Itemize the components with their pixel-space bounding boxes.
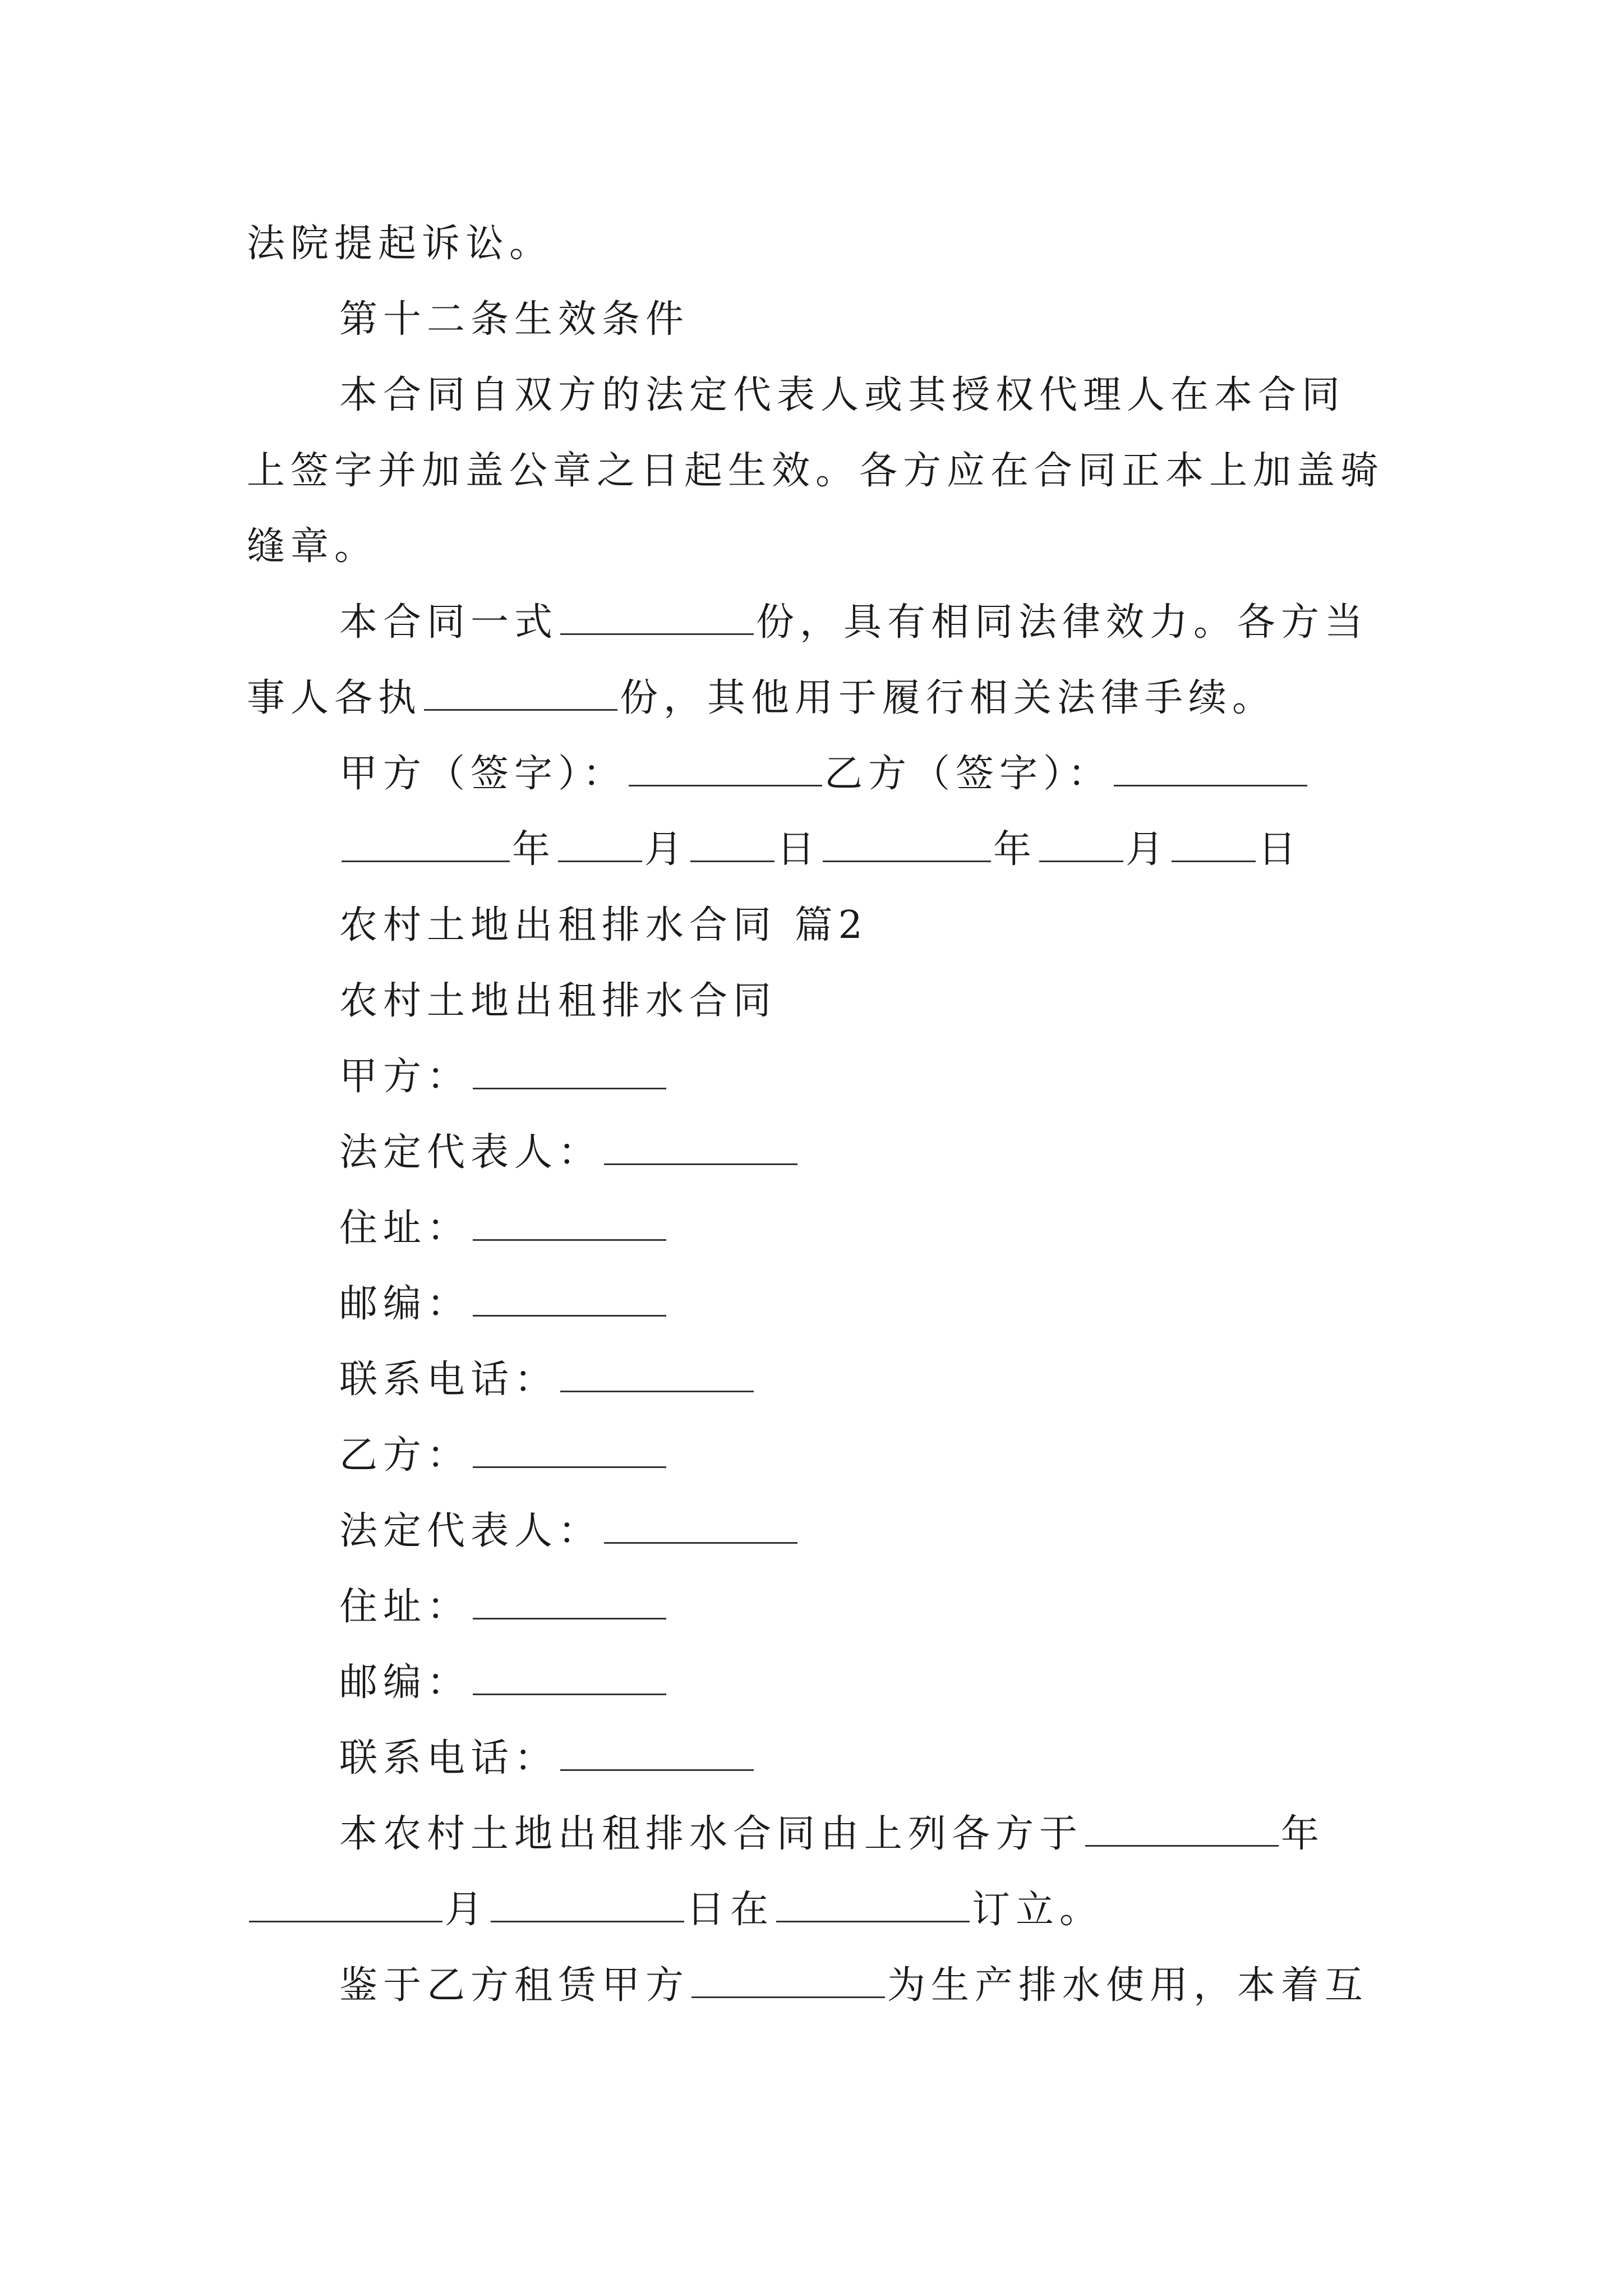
day-label: 日 bbox=[1258, 827, 1302, 872]
party-b-legal-rep-blank[interactable] bbox=[604, 1507, 797, 1544]
party-a-address-label: 住址： bbox=[339, 1206, 471, 1250]
copies-total-blank[interactable] bbox=[560, 599, 754, 635]
section-heading bbox=[0, 898, 1623, 954]
party-a-legal-rep-blank[interactable] bbox=[604, 1129, 797, 1165]
form-row bbox=[0, 1125, 1623, 1181]
signing-year-blank[interactable] bbox=[1085, 1810, 1279, 1847]
party-b-phone-label: 联系电话： bbox=[339, 1736, 559, 1780]
party-b-name-blank[interactable] bbox=[473, 1432, 666, 1468]
text-effect-clause-3: 缝章。 bbox=[247, 524, 379, 569]
party-a-legal-rep-label: 法定代表人： bbox=[339, 1130, 602, 1175]
party-a-signature-label: 甲方（签字）： bbox=[339, 752, 627, 796]
form-row bbox=[0, 1276, 1623, 1332]
text-signing-1: 本农村土地出租排水合同由上列各方于 bbox=[339, 1812, 1083, 1856]
month-label: 月 bbox=[644, 827, 689, 872]
year-label: 年 bbox=[1281, 1812, 1325, 1856]
form-row bbox=[0, 1049, 1623, 1105]
party-b-postcode-blank[interactable] bbox=[473, 1659, 666, 1695]
date-line bbox=[0, 822, 1623, 878]
text-whereas-2: 为生产排水使用，本着互 bbox=[887, 1963, 1369, 2008]
party-a-day-blank[interactable] bbox=[690, 826, 774, 862]
paragraph-line bbox=[0, 519, 1623, 575]
party-b-signature-blank[interactable] bbox=[1114, 750, 1307, 786]
party-a-phone-label: 联系电话： bbox=[339, 1358, 559, 1402]
text-article-12-title: 第十二条生效条件 bbox=[339, 297, 690, 342]
paragraph-line bbox=[0, 1958, 1623, 2014]
month-label: 月 bbox=[445, 1888, 489, 1932]
text-contract-name: 农村土地出租排水合同 bbox=[339, 979, 777, 1023]
form-row bbox=[0, 1503, 1623, 1559]
text-copies-1: 本合同一式 bbox=[339, 600, 559, 645]
text-copies-3: 事人各执 bbox=[247, 676, 422, 720]
paragraph-line bbox=[0, 670, 1623, 726]
party-b-month-blank[interactable] bbox=[1039, 826, 1123, 862]
party-a-phone-blank[interactable] bbox=[560, 1356, 754, 1392]
party-a-postcode-label: 邮编： bbox=[339, 1282, 471, 1326]
copies-each-blank[interactable] bbox=[424, 674, 617, 711]
paragraph-line bbox=[0, 1882, 1623, 1938]
form-row bbox=[0, 1200, 1623, 1257]
form-row bbox=[0, 1579, 1623, 1635]
party-b-legal-rep-label: 法定代表人： bbox=[339, 1509, 602, 1553]
party-a-postcode-blank[interactable] bbox=[473, 1280, 666, 1317]
text-court-litigation: 法院提起诉讼。 bbox=[247, 222, 554, 266]
party-a-year-blank[interactable] bbox=[342, 826, 510, 862]
signing-month-blank[interactable] bbox=[249, 1886, 442, 1922]
paragraph-line bbox=[0, 443, 1623, 499]
text-effect-clause-1: 本合同自双方的法定代表人或其授权代理人在本合同 bbox=[339, 373, 1346, 417]
signature-line bbox=[0, 746, 1623, 802]
text-signing-3: 订立。 bbox=[972, 1888, 1104, 1932]
contract-title bbox=[0, 973, 1623, 1029]
party-a-month-blank[interactable] bbox=[558, 826, 642, 862]
party-a-name-blank[interactable] bbox=[473, 1053, 666, 1089]
text-section-title-2: 农村土地出租排水合同 篇2 bbox=[339, 903, 868, 947]
party-b-address-label: 住址： bbox=[339, 1585, 471, 1629]
year-label: 年 bbox=[512, 827, 556, 872]
text-copies-4: 份，其他用于履行相关法律手续。 bbox=[620, 676, 1276, 720]
party-b-address-blank[interactable] bbox=[473, 1583, 666, 1619]
form-row bbox=[0, 1352, 1623, 1408]
party-b-year-blank[interactable] bbox=[823, 826, 991, 862]
signing-place-blank[interactable] bbox=[776, 1886, 970, 1922]
article-heading bbox=[0, 292, 1623, 348]
text-copies-2: 份，具有相同法律效力。各方当 bbox=[756, 600, 1369, 645]
leased-item-blank[interactable] bbox=[691, 1962, 885, 1998]
form-row bbox=[0, 1428, 1623, 1484]
form-row bbox=[0, 1731, 1623, 1787]
paragraph-line bbox=[0, 1806, 1623, 1862]
party-b-phone-blank[interactable] bbox=[560, 1734, 754, 1771]
text-whereas-1: 鉴于乙方租赁甲方 bbox=[339, 1963, 690, 2008]
party-b-signature-label: 乙方（签字）： bbox=[824, 752, 1112, 796]
text-signing-2: 日在 bbox=[686, 1888, 774, 1932]
party-b-label: 乙方： bbox=[339, 1433, 471, 1478]
paragraph-line bbox=[0, 367, 1623, 424]
paragraph-line bbox=[0, 216, 1623, 272]
month-label: 月 bbox=[1126, 827, 1170, 872]
party-a-signature-blank[interactable] bbox=[629, 750, 822, 786]
day-label: 日 bbox=[777, 827, 821, 872]
party-b-day-blank[interactable] bbox=[1172, 826, 1256, 862]
paragraph-line bbox=[0, 595, 1623, 651]
signing-day-blank[interactable] bbox=[491, 1886, 684, 1922]
party-a-label: 甲方： bbox=[339, 1055, 471, 1099]
text-effect-clause-2: 上签字并加盖公章之日起生效。各方应在合同正本上加盖骑 bbox=[247, 449, 1385, 493]
party-a-address-blank[interactable] bbox=[473, 1204, 666, 1241]
form-row bbox=[0, 1655, 1623, 1711]
year-label: 年 bbox=[993, 827, 1038, 872]
party-b-postcode-label: 邮编： bbox=[339, 1660, 471, 1705]
